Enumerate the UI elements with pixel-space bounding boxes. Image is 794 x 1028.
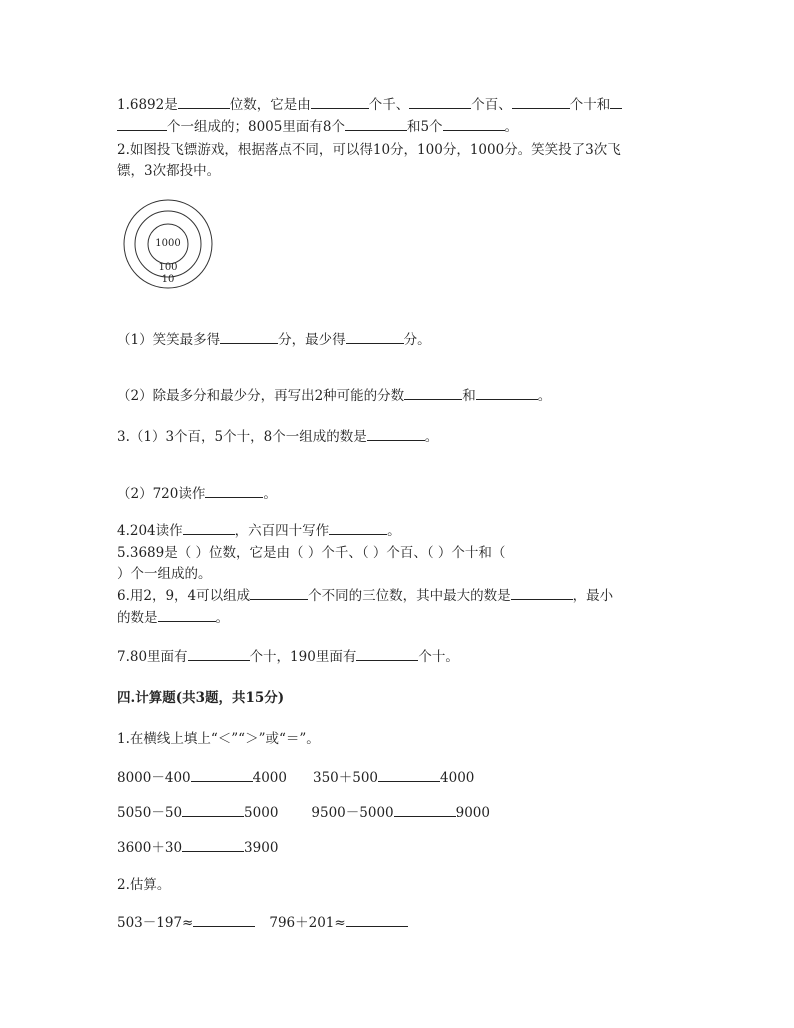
ring-label-middle: 100 [158, 262, 178, 273]
q1-line-2: 个一组成的；8005里面有8个 和5个 。 [117, 115, 518, 135]
blank[interactable] [220, 331, 278, 344]
calc-q2-prompt: 2.估算。 [117, 877, 171, 893]
q3-sub1: 3.（1）3个百，5个十，8个一组成的数是 。 [117, 429, 439, 445]
blank[interactable] [183, 522, 235, 535]
dartboard-diagram [122, 198, 214, 290]
section-heading: 四.计算题(共3题，共15分) [117, 690, 285, 706]
q5-line-1: 5.3689是（ ）位数，它是由（ ）个千、（ ）个百、（ ）个十和（ [117, 545, 506, 561]
blank[interactable] [476, 387, 538, 400]
blank[interactable] [158, 609, 216, 622]
blank[interactable] [404, 387, 462, 400]
compare-row-1: 8000－400 4000 350＋500 4000 [117, 770, 475, 786]
blank[interactable] [443, 118, 505, 131]
blank[interactable] [367, 428, 425, 441]
blank[interactable] [188, 648, 250, 661]
blank[interactable] [394, 804, 456, 817]
estimate-row: 503－197≈ 796＋201≈ [117, 911, 408, 931]
ring-label-outer: 10 [161, 274, 175, 285]
q6-line-1: 6.用2，9，4可以组成 个不同的三位数，其中最大的数是 ，最小 [117, 588, 614, 604]
blank[interactable] [117, 118, 167, 131]
blank[interactable] [345, 118, 407, 131]
blank[interactable] [182, 839, 244, 852]
q4-line: 4.204读作 ，六百四十写作 。 [117, 523, 401, 539]
blank[interactable] [311, 96, 369, 109]
blank[interactable] [356, 648, 418, 661]
blank[interactable] [346, 331, 404, 344]
blank[interactable] [178, 96, 230, 109]
q3-sub2: （2）720读作 。 [117, 486, 277, 502]
q6-line-2: 的数是 。 [117, 610, 229, 626]
ring-label-inner: 1000 [155, 238, 181, 249]
compare-row-3: 3600＋30 3900 [117, 840, 279, 856]
blank[interactable] [205, 485, 263, 498]
q5-line-2: ）个一组成的。 [117, 566, 212, 582]
q2-line-2: 镖，3次都投中。 [117, 163, 221, 179]
blank[interactable] [346, 914, 408, 927]
blank[interactable] [610, 96, 622, 109]
blank[interactable] [329, 522, 387, 535]
blank[interactable] [378, 769, 440, 782]
q2-sub2: （2）除最多分和最少分，再写出2种可能的分数 和 。 [117, 388, 552, 404]
blank[interactable] [409, 96, 471, 109]
blank[interactable] [512, 96, 570, 109]
q2-sub1: （1）笑笑最多得 分，最少得 分。 [117, 332, 431, 348]
blank[interactable] [250, 587, 308, 600]
calc-q1-prompt: 1.在横线上填上“＜”“＞”或“＝”。 [117, 731, 320, 747]
blank[interactable] [193, 914, 255, 927]
blank[interactable] [511, 587, 573, 600]
q2-line-1: 2.如图投飞镖游戏，根据落点不同，可以得10分，100分，1000分。笑笑投了3次飞 [117, 142, 621, 158]
blank[interactable] [191, 769, 253, 782]
compare-row-2: 5050－50 5000 9500－5000 9000 [117, 805, 490, 821]
q7-line: 7.80里面有 个十，190里面有 个十。 [117, 649, 459, 665]
q1-line-1: 1.6892是 位数，它是由 个千、 个百、 个十和 [117, 93, 622, 113]
blank[interactable] [182, 804, 244, 817]
